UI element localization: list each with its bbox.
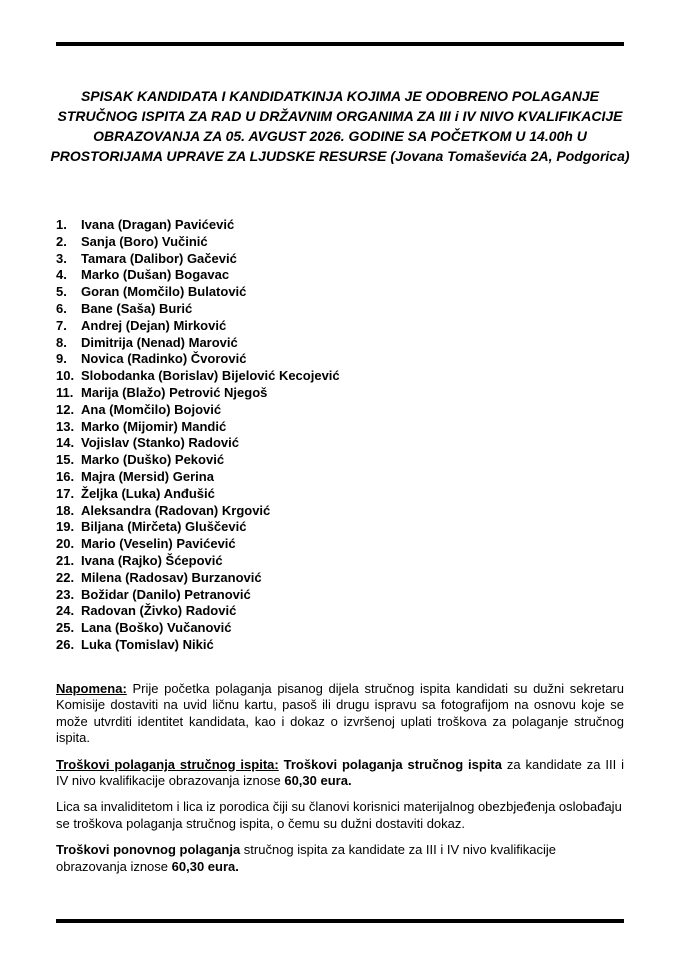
candidate-name: Marko (Mijomir) Mandić <box>81 418 227 434</box>
candidate-name: Ivana (Rajko) Šćepović <box>81 552 223 568</box>
candidate-number: 24. <box>56 603 75 619</box>
candidate-name: Mario (Veselin) Pavićević <box>81 536 236 552</box>
candidate-number: 13. <box>56 418 75 434</box>
candidate-number: 14. <box>56 435 75 451</box>
candidate-name: Sanja (Boro) Vučinić <box>81 233 208 249</box>
candidate-name: Slobodanka (Borislav) Bijelović Kecojević <box>81 368 340 384</box>
candidate-name: Novica (Radinko) Čvorović <box>81 351 247 367</box>
candidate-item <box>56 587 340 604</box>
candidate-item <box>56 419 340 436</box>
candidate-item <box>56 536 340 553</box>
retake-bold-lead: Troškovi ponovnog polaganja <box>56 842 241 858</box>
candidate-item <box>56 251 340 268</box>
candidate-name: Biljana (Mirčeta) Gluščević <box>81 519 247 535</box>
candidate-number: 19. <box>56 519 75 535</box>
candidate-number: 3. <box>56 250 67 266</box>
candidate-number: 23. <box>56 586 75 602</box>
candidate-number: 18. <box>56 502 75 518</box>
candidate-item <box>56 469 340 486</box>
candidate-number: 1. <box>56 217 67 232</box>
candidate-number: 10. <box>56 368 75 384</box>
candidate-item <box>56 519 340 536</box>
exemption-paragraph: Lica sa invaliditetom i lica iz porodica čiji su članovi korisnici materijalnog obezbjeđenja oslobađaju se troškova polaganja stručnog ispita, o čemu su dužni dostaviti dokaz. <box>56 799 622 831</box>
candidate-number: 4. <box>56 267 67 283</box>
candidate-number: 11. <box>56 384 74 400</box>
candidate-name: Milena (Radosav) Burzanović <box>81 569 262 585</box>
bottom-rule <box>56 919 624 923</box>
candidate-item <box>56 301 340 318</box>
candidate-item <box>56 335 340 352</box>
candidate-list <box>56 217 340 654</box>
candidate-number: 20. <box>56 536 75 552</box>
candidate-number: 5. <box>56 284 67 300</box>
candidate-item <box>56 267 340 284</box>
candidate-item <box>56 351 340 368</box>
top-rule <box>56 42 624 46</box>
note-label: Napomena: <box>56 681 127 696</box>
retake-text: stručnog ispita za kandidate za III i IV nivo kvalifikacije obrazovanja iznose <box>56 842 556 874</box>
candidate-name: Vojislav (Stanko) Radović <box>81 435 239 451</box>
candidate-name: Ana (Momčilo) Bojović <box>81 401 222 417</box>
candidate-number: 15. <box>56 452 75 468</box>
candidate-number: 25. <box>56 620 75 636</box>
costs-bold-lead: Troškovi polaganja stručnog ispita <box>278 756 502 772</box>
candidate-number: 16. <box>56 468 75 484</box>
document-title: SPISAK KANDIDATA I KANDIDATKINJA KOJIMA JE ODOBRENO POLAGANJE STRUČNOG ISPITA ZA RAD U DRŽAVNIM ORGANIMA ZA III i IV NIVO KVALIFIKACIJE OBRAZOVANJA ZA 05. AVGUST 2026. GODINE SA POČETKOM U 14.00h U PROSTORIJAMA UPRAVE ZA LJUDSKE RESURSE (Jovana Tomaševića 2A, Podgorica) <box>50 88 630 164</box>
candidate-number: 8. <box>56 334 67 350</box>
candidate-name: Goran (Momčilo) Bulatović <box>81 284 247 300</box>
candidate-number: 6. <box>56 300 67 316</box>
candidate-number: 26. <box>56 636 75 652</box>
candidate-name: Božidar (Danilo) Petranović <box>81 586 251 602</box>
candidate-item <box>56 603 340 620</box>
note-text: Prije početka polaganja pisanog dijela stručnog ispita kandidati su dužni sekretaru Komisije dostaviti na uvid ličnu kartu, pasoš ili drugu ispravu sa fotografijom na osnovu koje se može utvrditi identitet kandidata, kao i dokaz o izvršenoj uplati troškova za polaganje stručnog ispita. <box>56 681 624 746</box>
candidate-item <box>56 318 340 335</box>
candidate-item <box>56 570 340 587</box>
candidate-item <box>56 452 340 469</box>
candidate-name: Majra (Mersid) Gerina <box>81 468 214 484</box>
candidate-name: Radovan (Živko) Radović <box>81 603 237 619</box>
costs-paragraph <box>56 757 624 790</box>
candidate-item <box>56 553 340 570</box>
candidate-item <box>56 368 340 385</box>
candidate-name: Lana (Boško) Vučanović <box>81 620 232 636</box>
candidate-item <box>56 503 340 520</box>
candidate-item <box>56 637 340 654</box>
candidate-name: Dimitrija (Nenad) Marović <box>81 334 238 350</box>
retake-paragraph <box>56 842 624 875</box>
candidate-number: 9. <box>56 351 67 367</box>
costs-text: za kandidate za III i IV nivo kvalifikacije obrazovanja iznose <box>56 756 625 789</box>
candidate-number: 12. <box>56 401 75 417</box>
candidate-number: 21. <box>56 552 75 568</box>
candidate-name: Željka (Luka) Anđušić <box>81 485 215 501</box>
notes-section <box>56 681 624 885</box>
candidate-item <box>56 620 340 637</box>
candidate-name: Ivana (Dragan) Pavićević <box>81 217 235 232</box>
costs-label: Troškovi polaganja stručnog ispita: <box>56 756 279 772</box>
candidate-item <box>56 435 340 452</box>
retake-amount: 60,30 eura. <box>171 858 239 874</box>
candidate-item <box>56 284 340 301</box>
candidate-name: Marko (Duško) Peković <box>81 452 225 468</box>
candidate-name: Andrej (Dejan) Mirković <box>81 317 227 333</box>
candidate-item <box>56 217 340 234</box>
candidate-name: Aleksandra (Radovan) Krgović <box>81 502 271 518</box>
candidate-item <box>56 234 340 251</box>
candidate-item <box>56 385 340 402</box>
note-paragraph <box>56 681 624 747</box>
candidate-name: Bane (Saša) Burić <box>81 300 193 316</box>
candidate-item <box>56 486 340 503</box>
candidate-number: 7. <box>56 317 67 333</box>
candidate-name: Luka (Tomislav) Nikić <box>81 636 214 652</box>
candidate-name: Marko (Dušan) Bogavac <box>81 267 230 283</box>
costs-amount: 60,30 eura. <box>284 773 352 789</box>
candidate-name: Marija (Blažo) Petrović Njegoš <box>81 384 268 400</box>
candidate-number: 22. <box>56 569 75 585</box>
candidate-name: Tamara (Dalibor) Gačević <box>81 250 237 266</box>
candidate-item <box>56 402 340 419</box>
candidate-number: 2. <box>56 233 67 249</box>
candidate-number: 17. <box>56 485 75 501</box>
